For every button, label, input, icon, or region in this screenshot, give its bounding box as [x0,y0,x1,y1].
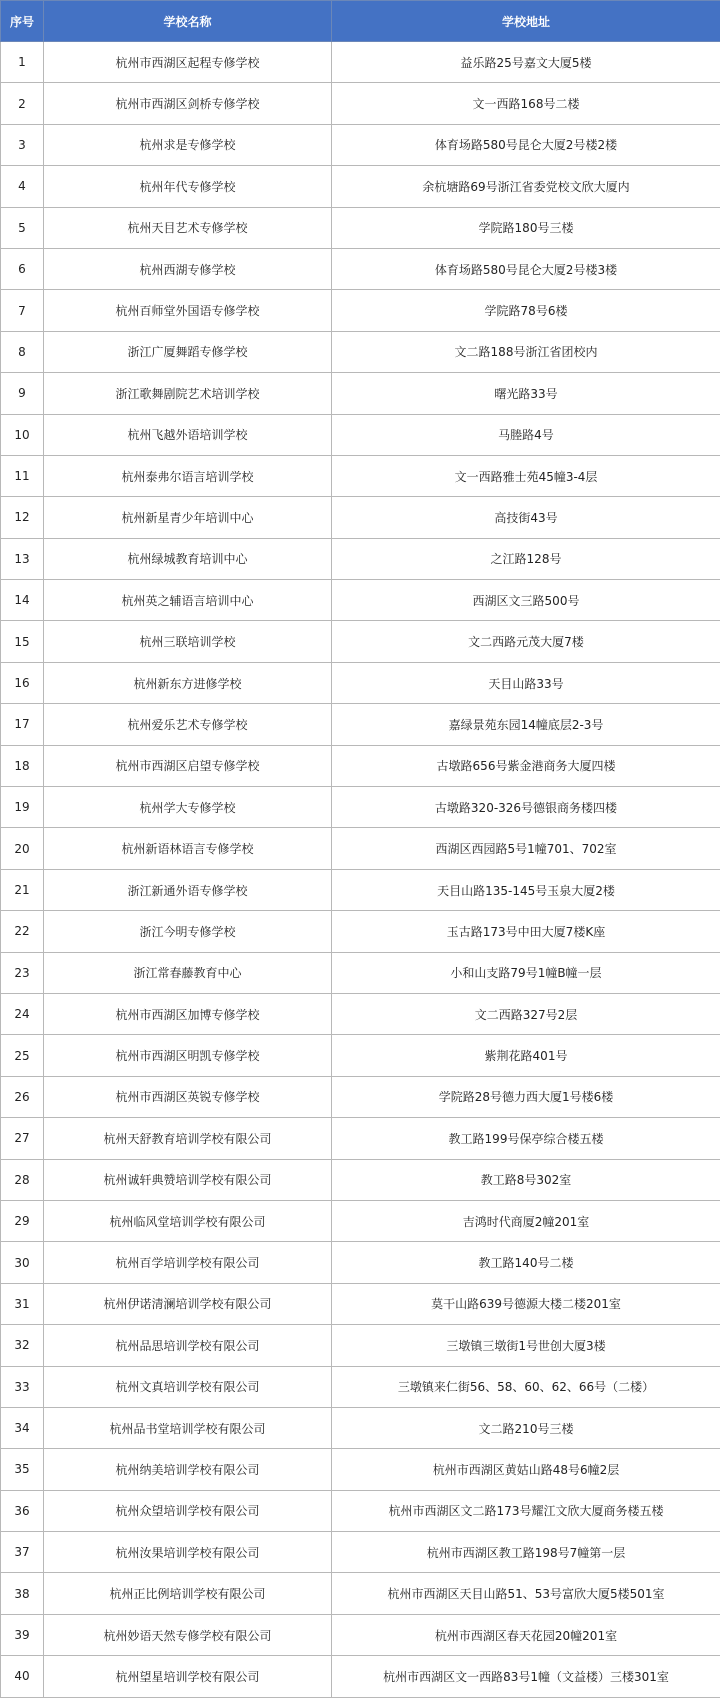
row-index: 31 [1,1283,44,1324]
row-school-name: 杭州英之辅语言培训中心 [44,580,332,621]
table-row [1,1656,720,1697]
table-row [1,1449,720,1490]
table-row [1,1035,720,1076]
row-school-name: 杭州新星青少年培训中心 [44,497,332,538]
row-school-name: 杭州临风堂培训学校有限公司 [44,1200,332,1241]
row-school-name: 杭州三联培训学校 [44,621,332,662]
row-index: 11 [1,455,44,496]
table-row [1,455,720,496]
row-school-address: 莫干山路639号德源大楼二楼201室 [332,1283,720,1324]
table-row [1,869,720,910]
row-school-address: 益乐路25号嘉文大厦5楼 [332,42,720,83]
table-row [1,414,720,455]
row-school-name: 杭州新东方进修学校 [44,662,332,703]
row-school-name: 杭州望星培训学校有限公司 [44,1656,332,1697]
row-index: 1 [1,42,44,83]
table-row [1,911,720,952]
row-index: 7 [1,290,44,331]
row-index: 17 [1,704,44,745]
table-row [1,83,720,124]
row-school-address: 杭州市西湖区文一西路83号1幢（文益楼）三楼301室 [332,1656,720,1697]
table-row [1,704,720,745]
row-school-name: 浙江常春藤教育中心 [44,952,332,993]
table-row [1,290,720,331]
table-row [1,787,720,828]
row-school-address: 西湖区西园路5号1幢701、702室 [332,828,720,869]
row-school-address: 杭州市西湖区文二路173号耀江文欣大厦商务楼五楼 [332,1490,720,1531]
row-school-address: 天目山路135-145号玉泉大厦2楼 [332,869,720,910]
row-school-address: 小和山支路79号1幢B幢一层 [332,952,720,993]
row-school-name: 杭州百师堂外国语专修学校 [44,290,332,331]
header-index: 序号 [1,1,44,42]
row-school-name: 杭州文真培训学校有限公司 [44,1366,332,1407]
row-school-name: 杭州西湖专修学校 [44,248,332,289]
table-row [1,952,720,993]
row-school-address: 嘉绿景苑东园14幢底层2-3号 [332,704,720,745]
row-school-name: 杭州学大专修学校 [44,787,332,828]
row-school-address: 高技街43号 [332,497,720,538]
table-row [1,1200,720,1241]
row-school-address: 杭州市西湖区天目山路51、53号富欣大厦5楼501室 [332,1573,720,1614]
row-index: 39 [1,1614,44,1655]
row-index: 4 [1,166,44,207]
row-school-address: 古墩路656号紫金港商务大厦四楼 [332,745,720,786]
table-row [1,1325,720,1366]
row-index: 26 [1,1076,44,1117]
row-school-name: 杭州天舒教育培训学校有限公司 [44,1118,332,1159]
row-school-name: 杭州纳美培训学校有限公司 [44,1449,332,1490]
row-school-address: 玉古路173号中田大厦7楼K座 [332,911,720,952]
row-school-address: 文二路188号浙江省团校内 [332,331,720,372]
row-index: 5 [1,207,44,248]
row-school-name: 浙江新通外语专修学校 [44,869,332,910]
row-school-name: 杭州市西湖区起程专修学校 [44,42,332,83]
header-school-address: 学校地址 [332,1,720,42]
row-school-address: 紫荆花路401号 [332,1035,720,1076]
table-row [1,497,720,538]
table-row [1,1614,720,1655]
row-school-name: 杭州百学培训学校有限公司 [44,1242,332,1283]
header-school-name: 学校名称 [44,1,332,42]
row-school-address: 曙光路33号 [332,373,720,414]
table-row [1,1407,720,1448]
row-index: 32 [1,1325,44,1366]
row-school-name: 杭州市西湖区启望专修学校 [44,745,332,786]
row-index: 21 [1,869,44,910]
row-school-address: 杭州市西湖区黄姑山路48号6幢2层 [332,1449,720,1490]
row-school-name: 杭州众望培训学校有限公司 [44,1490,332,1531]
row-index: 28 [1,1159,44,1200]
row-index: 8 [1,331,44,372]
row-index: 24 [1,993,44,1034]
table-row [1,745,720,786]
row-school-address: 吉鸿时代商厦2幢201室 [332,1200,720,1241]
row-index: 2 [1,83,44,124]
row-school-name: 杭州求是专修学校 [44,124,332,165]
row-school-name: 浙江广厦舞蹈专修学校 [44,331,332,372]
table-row [1,1242,720,1283]
table-body [1,42,720,1698]
row-school-name: 浙江歌舞剧院艺术培训学校 [44,373,332,414]
row-index: 34 [1,1407,44,1448]
row-school-address: 学院路180号三楼 [332,207,720,248]
row-index: 6 [1,248,44,289]
table-row [1,662,720,703]
table-row [1,993,720,1034]
row-school-name: 杭州正比例培训学校有限公司 [44,1573,332,1614]
row-index: 18 [1,745,44,786]
row-school-name: 浙江今明专修学校 [44,911,332,952]
row-index: 13 [1,538,44,579]
row-school-address: 之江路128号 [332,538,720,579]
row-school-address: 体育场路580号昆仑大厦2号楼3楼 [332,248,720,289]
table-row [1,1573,720,1614]
row-school-address: 文二西路元茂大厦7楼 [332,621,720,662]
row-school-address: 学院路28号德力西大厦1号楼6楼 [332,1076,720,1117]
table-row [1,1076,720,1117]
row-index: 40 [1,1656,44,1697]
row-school-name: 杭州妙语天然专修学校有限公司 [44,1614,332,1655]
table-row [1,1490,720,1531]
table-row [1,166,720,207]
table-row [1,373,720,414]
table-row [1,42,720,83]
row-index: 12 [1,497,44,538]
row-school-name: 杭州天目艺术专修学校 [44,207,332,248]
row-school-name: 杭州年代专修学校 [44,166,332,207]
row-index: 35 [1,1449,44,1490]
row-index: 14 [1,580,44,621]
row-school-address: 文一西路雅士苑45幢3-4层 [332,455,720,496]
row-school-name: 杭州市西湖区英锐专修学校 [44,1076,332,1117]
row-index: 9 [1,373,44,414]
row-school-address: 马塍路4号 [332,414,720,455]
row-school-name: 杭州飞越外语培训学校 [44,414,332,455]
row-school-address: 体育场路580号昆仑大厦2号楼2楼 [332,124,720,165]
row-school-name: 杭州汝果培训学校有限公司 [44,1532,332,1573]
table-row [1,538,720,579]
table-row [1,828,720,869]
row-school-address: 教工路8号302室 [332,1159,720,1200]
row-school-name: 杭州品思培训学校有限公司 [44,1325,332,1366]
row-school-address: 余杭塘路69号浙江省委党校文欣大厦内 [332,166,720,207]
row-index: 23 [1,952,44,993]
row-index: 29 [1,1200,44,1241]
row-school-address: 杭州市西湖区春天花园20幢201室 [332,1614,720,1655]
row-school-name: 杭州市西湖区加博专修学校 [44,993,332,1034]
row-index: 20 [1,828,44,869]
row-index: 33 [1,1366,44,1407]
row-index: 38 [1,1573,44,1614]
header-row [1,1,720,42]
row-school-name: 杭州绿城教育培训中心 [44,538,332,579]
row-school-name: 杭州市西湖区剑桥专修学校 [44,83,332,124]
row-school-address: 杭州市西湖区教工路198号7幢第一层 [332,1532,720,1573]
table-row [1,248,720,289]
row-school-address: 三墩镇来仁街56、58、60、62、66号（二楼） [332,1366,720,1407]
row-school-name: 杭州泰弗尔语言培训学校 [44,455,332,496]
row-school-name: 杭州伊诺清澜培训学校有限公司 [44,1283,332,1324]
table-row [1,1118,720,1159]
table-row [1,207,720,248]
row-school-address: 三墩镇三墩街1号世创大厦3楼 [332,1325,720,1366]
row-school-address: 文二西路327号2层 [332,993,720,1034]
row-index: 37 [1,1532,44,1573]
table-row [1,621,720,662]
row-school-address: 文一西路168号二楼 [332,83,720,124]
table-row [1,580,720,621]
row-index: 3 [1,124,44,165]
row-school-address: 西湖区文三路500号 [332,580,720,621]
row-school-name: 杭州诚轩典赞培训学校有限公司 [44,1159,332,1200]
row-index: 22 [1,911,44,952]
row-school-name: 杭州品书堂培训学校有限公司 [44,1407,332,1448]
table-row [1,1366,720,1407]
row-index: 16 [1,662,44,703]
row-school-address: 教工路199号保亭综合楼五楼 [332,1118,720,1159]
row-index: 25 [1,1035,44,1076]
row-school-address: 文二路210号三楼 [332,1407,720,1448]
table-row [1,124,720,165]
row-index: 10 [1,414,44,455]
table-row [1,331,720,372]
row-school-name: 杭州爱乐艺术专修学校 [44,704,332,745]
row-index: 19 [1,787,44,828]
row-index: 27 [1,1118,44,1159]
row-school-address: 古墩路320-326号德银商务楼四楼 [332,787,720,828]
table-row [1,1283,720,1324]
row-school-address: 学院路78号6楼 [332,290,720,331]
row-index: 30 [1,1242,44,1283]
row-index: 15 [1,621,44,662]
row-index: 36 [1,1490,44,1531]
row-school-name: 杭州市西湖区明凯专修学校 [44,1035,332,1076]
row-school-address: 教工路140号二楼 [332,1242,720,1283]
row-school-address: 天目山路33号 [332,662,720,703]
table-row [1,1532,720,1573]
row-school-name: 杭州新语林语言专修学校 [44,828,332,869]
table-row [1,1159,720,1200]
